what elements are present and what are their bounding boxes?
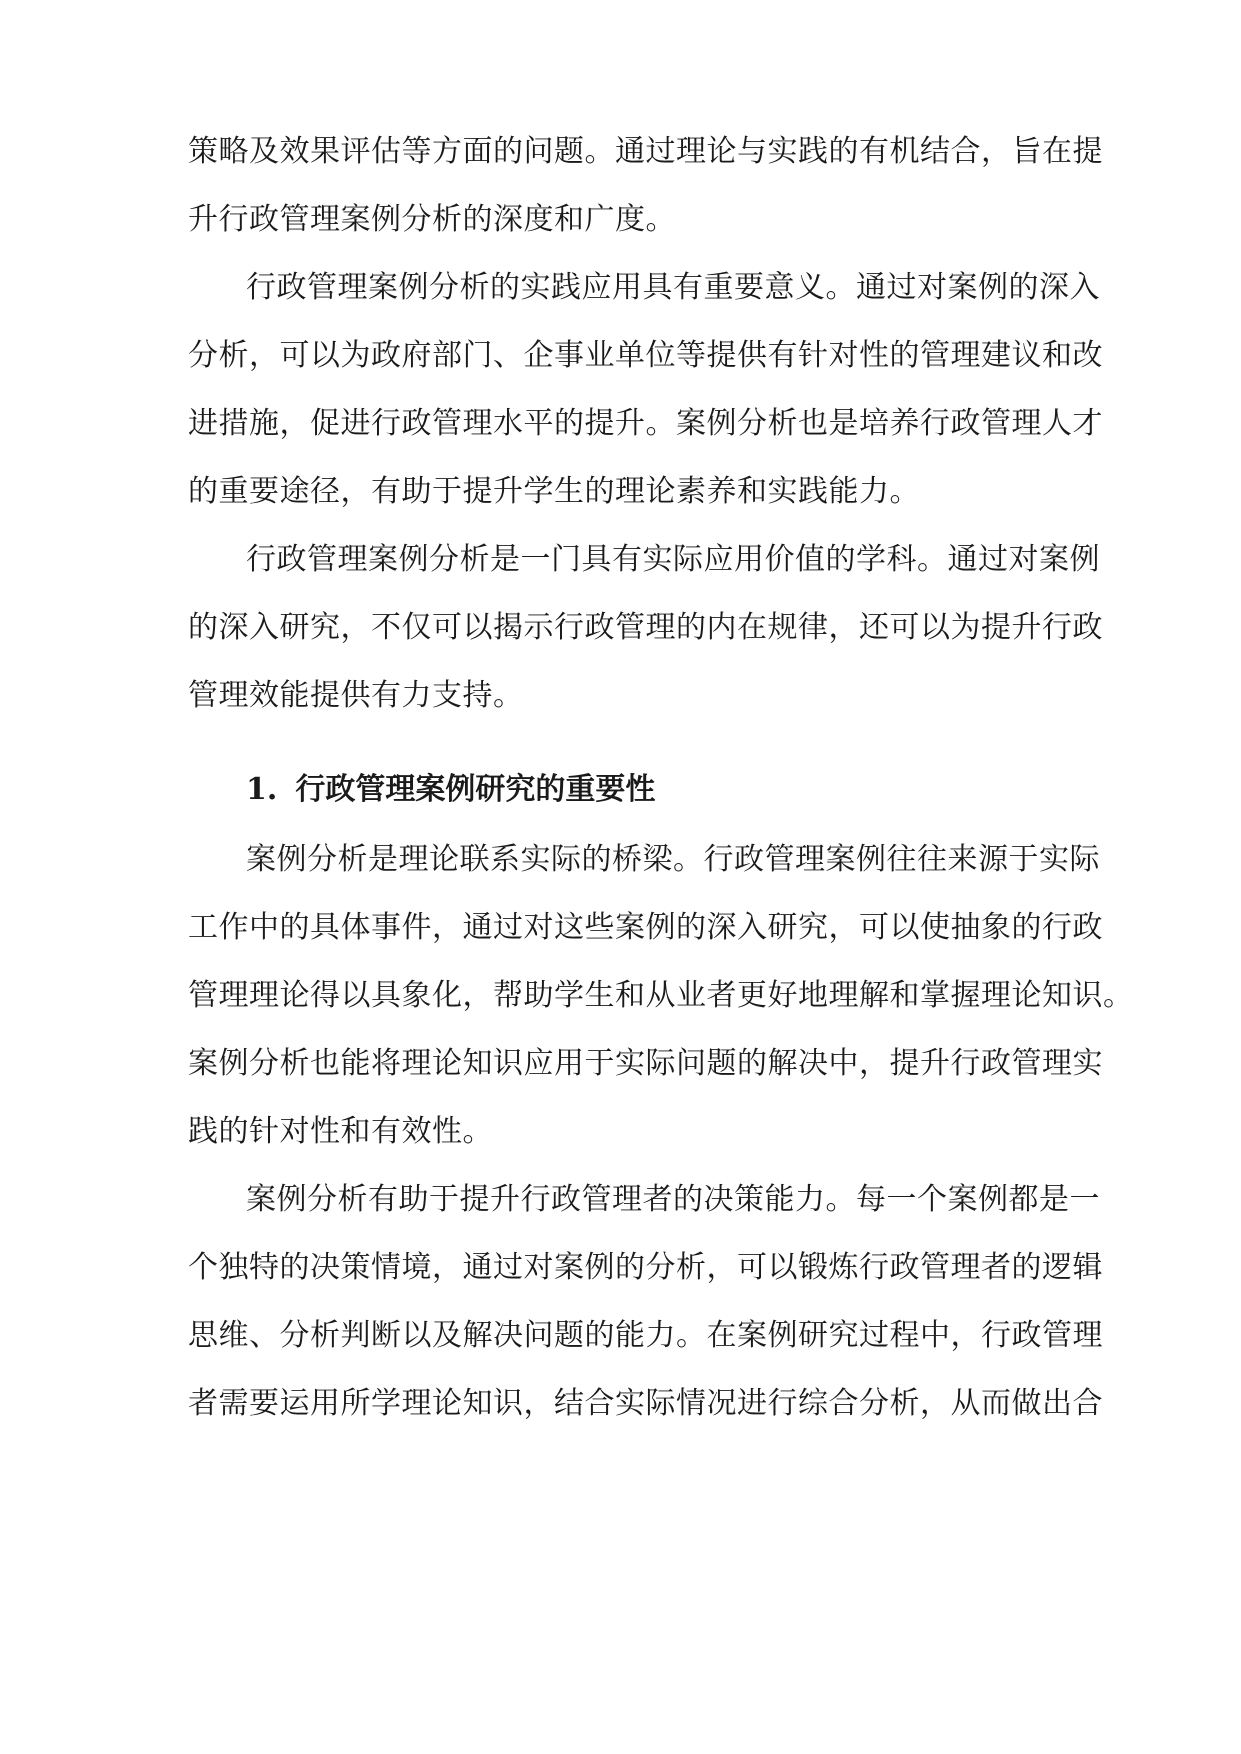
paragraph-5-line-3: 思维、分析判断以及解决问题的能力。在案例研究过程中，行政管理	[188, 1318, 1103, 1353]
paragraph-5-line-1: 案例分析有助于提升行政管理者的决策能力。每一个案例都是一	[246, 1182, 1100, 1217]
paragraph-4-line-2: 工作中的具体事件，通过对这些案例的深入研究，可以使抽象的行政	[188, 910, 1103, 945]
paragraph-4-line-1: 案例分析是理论联系实际的桥梁。行政管理案例往往来源于实际	[246, 842, 1100, 877]
paragraph-4-line-5: 践的针对性和有效性。	[188, 1114, 493, 1149]
paragraph-2-line-2: 分析，可以为政府部门、企事业单位等提供有针对性的管理建议和改	[188, 338, 1103, 373]
paragraph-3-line-1: 行政管理案例分析是一门具有实际应用价值的学科。通过对案例	[246, 542, 1100, 577]
paragraph-1-line-1: 策略及效果评估等方面的问题。通过理论与实践的有机结合，旨在提	[188, 134, 1103, 169]
paragraph-3-line-3: 管理效能提供有力支持。	[188, 678, 524, 713]
paragraph-2-line-3: 进措施，促进行政管理水平的提升。案例分析也是培养行政管理人才	[188, 406, 1103, 441]
section-heading	[246, 770, 655, 810]
paragraph-5-line-4: 者需要运用所学理论知识，结合实际情况进行综合分析，从而做出合	[188, 1386, 1103, 1421]
paragraph-1-line-2: 升行政管理案例分析的深度和广度。	[188, 202, 676, 237]
paragraph-2-line-4: 的重要途径，有助于提升学生的理论素养和实践能力。	[188, 474, 920, 509]
paragraph-5-line-2: 个独特的决策情境，通过对案例的分析，可以锻炼行政管理者的逻辑	[188, 1250, 1103, 1285]
paragraph-2-line-1: 行政管理案例分析的实践应用具有重要意义。通过对案例的深入	[246, 270, 1100, 305]
section-heading-title: 行政管理案例研究的重要性	[295, 772, 656, 807]
paragraph-3-line-2: 的深入研究，不仅可以揭示行政管理的内在规律，还可以为提升行政	[188, 610, 1103, 645]
paragraph-4-line-3: 管理理论得以具象化，帮助学生和从业者更好地理解和掌握理论知识。	[188, 978, 1134, 1013]
section-heading-number: 1.	[246, 772, 278, 807]
paragraph-4-line-4: 案例分析也能将理论知识应用于实际问题的解决中，提升行政管理实	[188, 1046, 1103, 1081]
